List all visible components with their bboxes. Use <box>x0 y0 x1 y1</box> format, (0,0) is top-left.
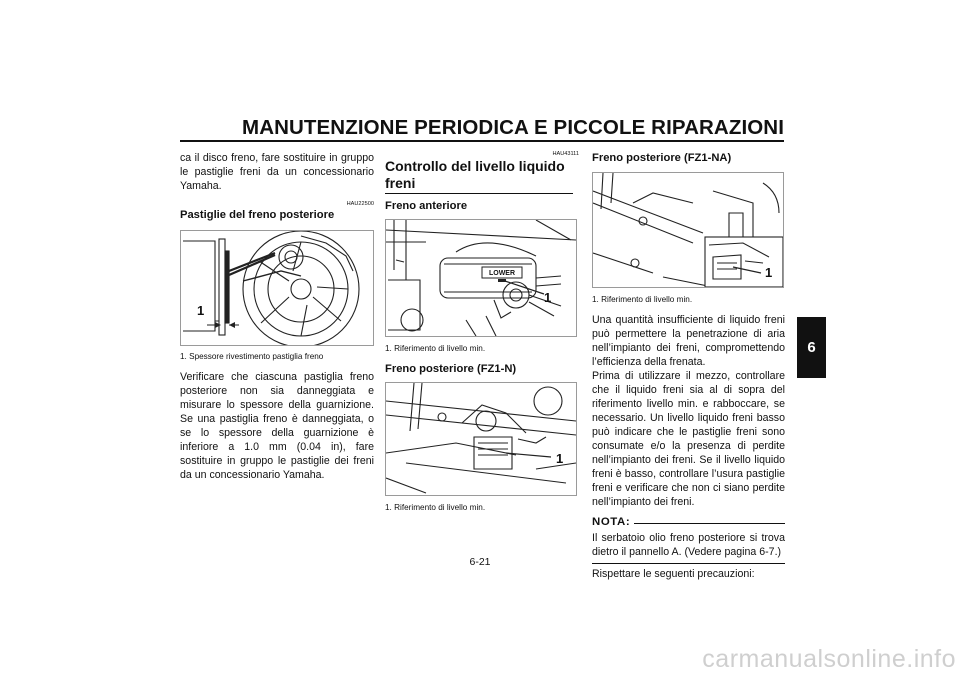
figure-caption: 1. Riferimento di livello min. <box>385 344 486 353</box>
intro-paragraph: ca il disco freno, fare sostituire in gruppo le pastiglie freni da un concessionario Yamaha. <box>180 152 374 192</box>
page-header-title: MANUTENZIONE PERIODICA E PICCOLE RIPARAZIONI <box>242 116 784 139</box>
figure-callout: 1 <box>197 303 205 318</box>
chapter-tab <box>797 317 826 378</box>
heading-underline <box>385 193 573 194</box>
nota-text: Il serbatoio olio freno posteriore si trova dietro il pannello A. (Vedere pagina 6-7.) <box>592 532 785 558</box>
section-heading-brake-fluid: Controllo del livello liquido freni <box>385 158 565 191</box>
rear-reservoir-fz1na-drawing <box>593 173 783 287</box>
subheading-front-brake: Freno anteriore <box>385 200 468 212</box>
page-number: 6-21 <box>469 556 491 568</box>
figure-callout: 1 <box>544 290 552 305</box>
nota-header <box>592 515 785 529</box>
right-column <box>592 151 785 581</box>
figure-front-reservoir <box>385 219 577 337</box>
section-code: HAU22500 <box>346 201 374 207</box>
nota-rule <box>634 523 785 524</box>
figure-rear-reservoir-fz1n <box>385 382 577 496</box>
figure-rear-reservoir-fz1na <box>592 172 784 288</box>
nota-label: NOTA: <box>592 516 631 528</box>
section-code: HAU43111 <box>552 151 579 157</box>
figure-brake-pad <box>180 230 374 346</box>
paragraph-insufficient-fluid: Una quantità insufficiente di liquido freni può permettere la penetrazione di aria nell’impianto dei freni, compromettendo l’efficienza della frenata. <box>592 314 785 368</box>
watermark: carmanualsonline.info <box>702 645 956 673</box>
chapter-tab-number: 6 <box>807 339 816 356</box>
header-divider <box>180 140 784 142</box>
subheading-rear-brake-fz1n: Freno posteriore (FZ1-N) <box>385 363 517 375</box>
front-reservoir-drawing <box>386 220 576 336</box>
paragraph-check-fluid-level: Prima di utilizzare il mezzo, controllare che il liquido freni sia al di sopra del riferimento livello min. e rabboccare, se necessario. Un livello liquido freni basso può indicare che le pastiglie freni sono consumate e/o la presenza di perdite nell’impianto dei freni. Se il livello liquido freni è basso, controllare l’usura pastiglie freni e verificare che non ci siano perdite nell’impianto dei freni. <box>592 370 785 508</box>
figure-caption: 1. Spessore rivestimento pastiglia freno <box>180 352 324 361</box>
section-heading-brake-pads: Pastiglie del freno posteriore <box>180 209 335 221</box>
lower-mark-label: LOWER <box>488 270 516 277</box>
rear-wheel-drawing <box>181 231 373 345</box>
middle-column <box>385 151 579 513</box>
subheading-rear-brake-fz1na: Freno posteriore (FZ1-NA) <box>592 152 732 164</box>
figure-caption: 1. Riferimento di livello min. <box>385 503 486 512</box>
rear-reservoir-fz1n-drawing <box>386 383 576 495</box>
left-column <box>180 151 374 482</box>
body-paragraph: Verificare che ciascuna pastiglia freno posteriore non sia danneggiata e misurare lo spessore della guarnizione. Se una pastiglia freno è danneggiata, o se lo spessore della guarnizione è inferiore a 1.0 mm (0.04 in), fare sostituire in gruppo le pastiglie dei freni da un concessionario Yamaha. <box>180 371 374 481</box>
figure-callout: 1 <box>556 451 564 466</box>
figure-caption: 1. Riferimento di livello min. <box>592 295 693 304</box>
figure-callout: 1 <box>765 265 773 280</box>
precautions-intro: Rispettare le seguenti precauzioni: <box>592 568 755 580</box>
